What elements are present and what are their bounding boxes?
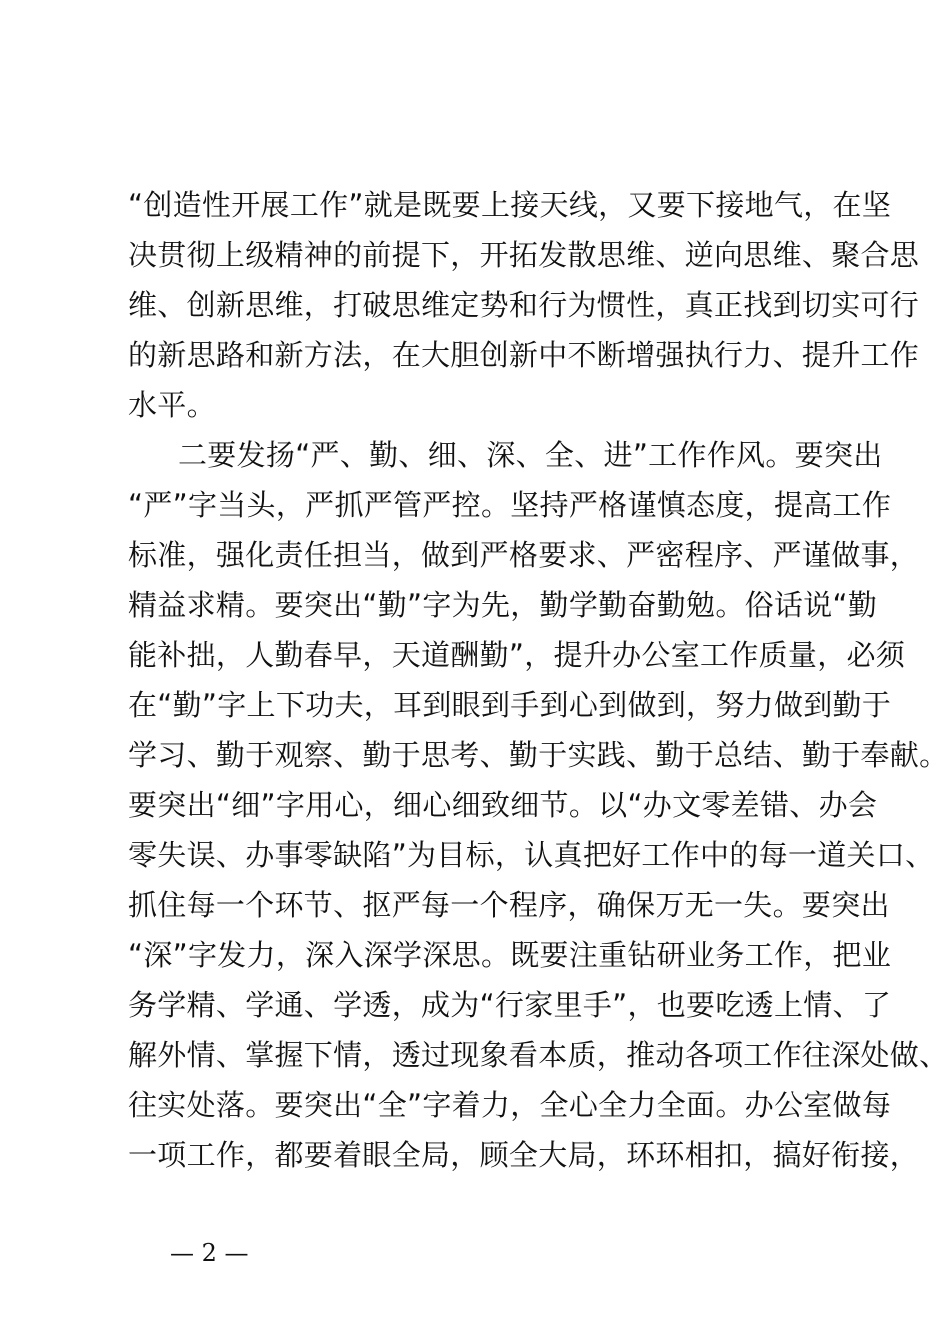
text-line-9: 精益求精。要突出“勤”字为先，勤学勤奋勤勉。俗话说“勤 [128,588,878,622]
text-line-13: 要突出“细”字用心，细心细致细节。以“办文零差错、办会 [128,788,878,822]
text-line-17: 务学精、学通、学透，成为“行家里手”，也要吃透上情、了 [128,988,892,1022]
text-line-19: 往实处落。要突出“全”字着力，全心全力全面。办公室做每 [128,1088,892,1122]
text-line-16: “深”字发力，深入深学深思。既要注重钻研业务工作，把业 [128,938,892,972]
text-line-10: 能补拙，人勤春早，天道酬勤”，提升办公室工作质量，必须 [128,638,906,672]
text-line-1: “创造性开展工作”就是既要上接天线，又要下接地气，在坚 [128,188,892,222]
text-line-3: 维、创新思维，打破思维定势和行为惯性，真正找到切实可行 [128,288,920,322]
page-number: — 2 — [170,1239,249,1267]
text-line-18: 解外情、掌握下情，透过现象看本质，推动各项工作往深处做、 [128,1038,949,1072]
text-line-7: “严”字当头，严抓严管严控。坚持严格谨慎态度，提高工作 [128,488,892,522]
text-line-15: 抓住每一个环节、抠严每一个程序，确保万无一失。要突出 [128,888,890,922]
text-line-8: 标准，强化责任担当，做到严格要求、严密程序、严谨做事， [128,538,920,572]
text-line-5: 水平。 [128,388,216,422]
text-line-12: 学习、勤于观察、勤于思考、勤于实践、勤于总结、勤于奉献。 [128,738,949,772]
text-line-20: 一项工作，都要着眼全局，顾全大局，环环相扣，搞好衔接， [128,1138,920,1172]
text-line-4: 的新思路和新方法，在大胆创新中不断增强执行力、提升工作 [128,338,920,372]
text-line-6: 二要发扬“严、勤、细、深、全、进”工作作风。要突出 [178,438,883,472]
text-line-11: 在“勤”字上下功夫，耳到眼到手到心到做到，努力做到勤于 [128,688,892,722]
text-line-2: 决贯彻上级精神的前提下，开拓发散思维、逆向思维、聚合思 [128,238,920,272]
text-line-14: 零失误、办事零缺陷”为目标，认真把好工作中的每一道关口、 [128,838,935,872]
